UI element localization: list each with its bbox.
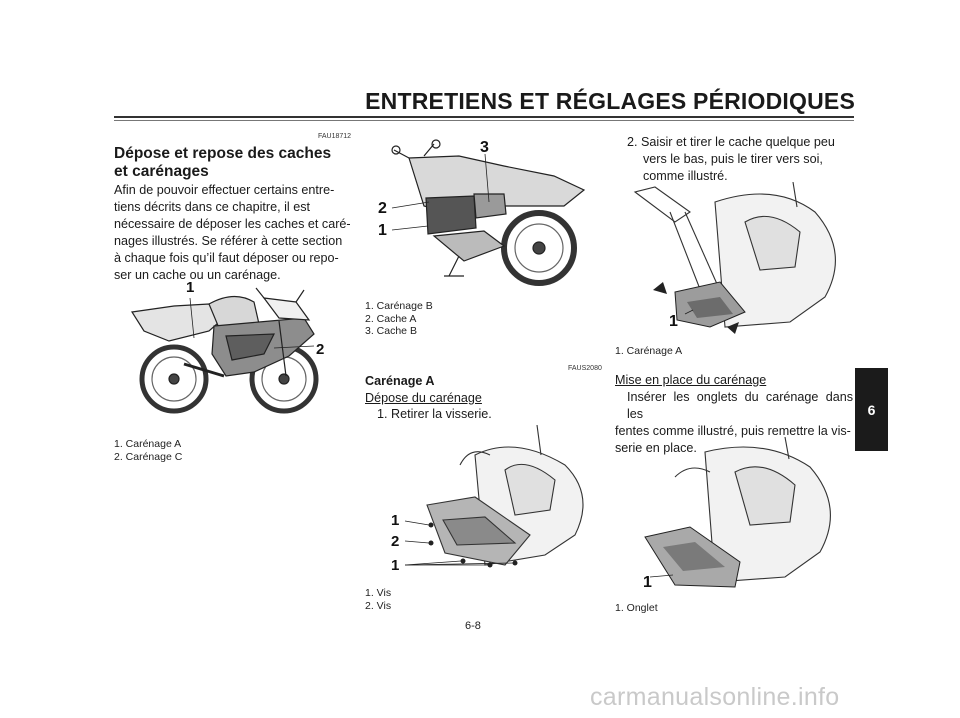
figure-motorcycle-rear	[364, 136, 604, 296]
intro-line-2: tiens décrits dans ce chapitre, il est	[114, 200, 310, 214]
section-heading-line-1: Dépose et repose des caches	[114, 145, 332, 162]
callout-2: 2	[316, 341, 325, 358]
page-number: 6-8	[465, 620, 481, 632]
step-1: 1. Retirer la visserie.	[377, 407, 492, 421]
intro-line-3: nécessaire de déposer les caches et caré-	[114, 217, 351, 231]
caption-carenage-c: 2. Carénage C	[114, 450, 183, 463]
caption-vis-2: 2. Vis	[365, 599, 392, 612]
figure-motorcycle-side	[114, 276, 354, 431]
callout-2: 2	[391, 533, 400, 550]
callout-2: 2	[378, 200, 387, 217]
middle-captions-2	[365, 587, 391, 612]
caption-carenage-a: 1. Carénage A	[114, 438, 182, 450]
caption-onglet: 1. Onglet	[615, 602, 658, 614]
callout-1-top: 1	[391, 512, 400, 529]
figure-fairing-screws	[365, 425, 605, 585]
caption-vis-1: 1. Vis	[365, 587, 392, 599]
intro-line-5: à chaque fois qu’il faut déposer ou repo-	[114, 251, 339, 265]
caption-cache-a: 2. Cache A	[365, 312, 417, 325]
callout-1-bottom: 1	[391, 557, 400, 574]
caption-right-carenage-a: 1. Carénage A	[615, 345, 683, 357]
header-rule-thin	[114, 120, 854, 121]
install-title: Mise en place du carénage	[615, 373, 767, 387]
chapter-tab: 6	[855, 368, 888, 451]
section-code: FAU18712	[318, 133, 352, 140]
section-heading-line-2: et carénages	[114, 163, 209, 180]
left-captions	[114, 438, 182, 463]
header-rule	[114, 116, 854, 118]
step-2-line-1: 2. Saisir et tirer le cache quelque peu	[627, 135, 835, 149]
intro-line-1: Afin de pouvoir effectuer certains entre-	[114, 183, 335, 197]
step-2-line-3: comme illustré.	[643, 169, 728, 183]
intro-line-4: nages illustrés. Se référer à cette section	[114, 234, 343, 248]
caption-cache-b: 3. Cache B	[365, 325, 417, 337]
callout-1: 1	[669, 313, 678, 330]
step-2	[615, 134, 853, 185]
page-header-title: ENTRETIENS ET RÉGLAGES PÉRIODIQUES	[365, 88, 855, 114]
install-line-2: fentes comme illustré, puis remettre la vis-	[615, 424, 851, 438]
install-line-1: Insérer les onglets du carénage dans les	[627, 390, 853, 421]
callout-1: 1	[378, 222, 387, 239]
callout-1: 1	[186, 279, 195, 296]
section-code-2: FAUS2080	[568, 365, 602, 372]
subheading-carenage-a: Carénage A	[365, 374, 435, 388]
figure-fairing-pull	[615, 182, 855, 340]
caption-carenage-b: 1. Carénage B	[365, 300, 433, 312]
intro-line-6: ser un cache ou un carénage.	[114, 268, 281, 282]
watermark: carmanualsonline.info	[590, 683, 840, 711]
callout-3: 3	[480, 139, 489, 156]
removal-title: Dépose du carénage	[365, 391, 482, 405]
figure-fairing-tabs	[615, 437, 855, 595]
install-line-3: serie en place.	[615, 441, 697, 455]
intro-paragraph	[114, 182, 352, 284]
middle-captions	[365, 300, 433, 338]
section-heading	[114, 145, 354, 181]
step-2-line-2: vers le bas, puis le tirer vers soi,	[643, 152, 823, 166]
callout-1: 1	[643, 574, 652, 591]
